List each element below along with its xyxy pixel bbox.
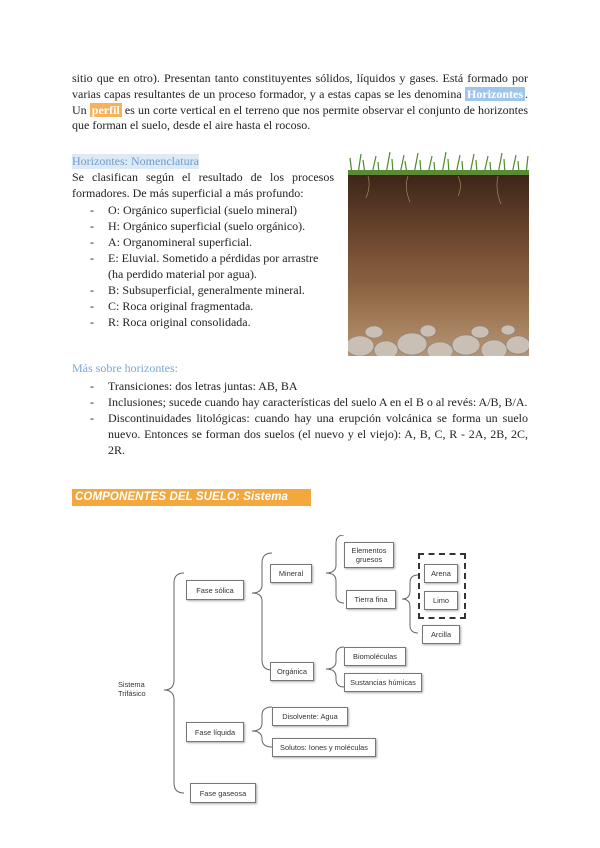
node-arena: Arena [424, 564, 458, 583]
node-solutos: Solutos: Iones y moléculas [272, 738, 376, 757]
list-item: - Inclusiones; sucede cuando hay características del suelo A en el B o al revés: A/B, B/A. [86, 394, 528, 410]
components-banner: COMPONENTES DEL SUELO: Sistema Trifásico [72, 489, 311, 506]
soil-profile-image [348, 150, 529, 366]
nomenclature-list [86, 202, 334, 330]
list-item: - A: Organomineral superficial. [86, 234, 334, 250]
list-item: - C: Roca original fragmentada. [86, 298, 334, 314]
intro-mid: . Un [72, 86, 529, 117]
list-item: - R: Roca original consolidada. [86, 314, 334, 330]
node-mineral: Mineral [270, 564, 312, 583]
node-fase-solida: Fase sólica [186, 580, 244, 600]
node-arcilla: Arcilla [422, 625, 460, 644]
term-horizontes: Horizontes [467, 86, 524, 101]
intro-paragraph [72, 71, 528, 134]
node-fase-gaseosa: Fase gaseosa [190, 783, 256, 803]
list-item: - Discontinuidades litológicas: cuando hay una erupción volcánica se forma un suelo nuevo. Entonces se forman dos suelos (el nuevo y el viejo): A, B, C, R - 2A, 2B, 2C, 2R. [86, 410, 528, 458]
list-item: - B: Subsuperficial, generalmente mineral. [86, 282, 334, 298]
node-biomoleculas: Biomoléculas [344, 647, 406, 666]
node-elementos-gruesos: Elementos gruesos [344, 542, 394, 568]
node-limo: Limo [424, 591, 458, 610]
triphasic-diagram [100, 535, 500, 810]
node-tierra-fina: Tierra fina [346, 590, 396, 609]
intro-end: es un corte vertical en el terreno que nos permite observar el conjunto de horizontes que forman el suelo, desde el aire hasta el rocoso. [72, 102, 528, 133]
node-fase-liquida: Fase líquida [186, 722, 244, 742]
list-item: - Transiciones: dos letras juntas: AB, BA [86, 378, 528, 394]
more-heading: Más sobre horizontes: [72, 361, 178, 375]
node-organica: Orgánica [270, 662, 314, 681]
list-item: - H: Orgánico superficial (suelo orgánico). [86, 218, 334, 234]
more-list [86, 378, 528, 458]
list-item: - O: Orgánico superficial (suelo mineral) [86, 202, 334, 218]
list-item: - E: Eluvial. Sometido a pérdidas por arrastre (ha perdido material por agua). [86, 250, 334, 282]
node-disolvente: Disolvente: Agua [272, 707, 348, 726]
node-sustancias-humicas: Sustancias húmicas [344, 673, 422, 692]
node-sistema-trifasico: Sistema Trifásico [118, 680, 146, 698]
intro-text: sitio que en otro). Presentan tanto constituyentes sólidos, líquidos y gases. Está formado por varias capas resultantes de un proceso formador, y a estas capas se les denomina [72, 71, 528, 101]
nomenclature-heading: Horizontes: Nomenclatura [72, 154, 199, 168]
term-perfil: perfil [91, 102, 120, 117]
nomenclature-text: Se clasifican según el resultado de los procesos formadores. De más superficial a más profundo: [72, 170, 334, 200]
